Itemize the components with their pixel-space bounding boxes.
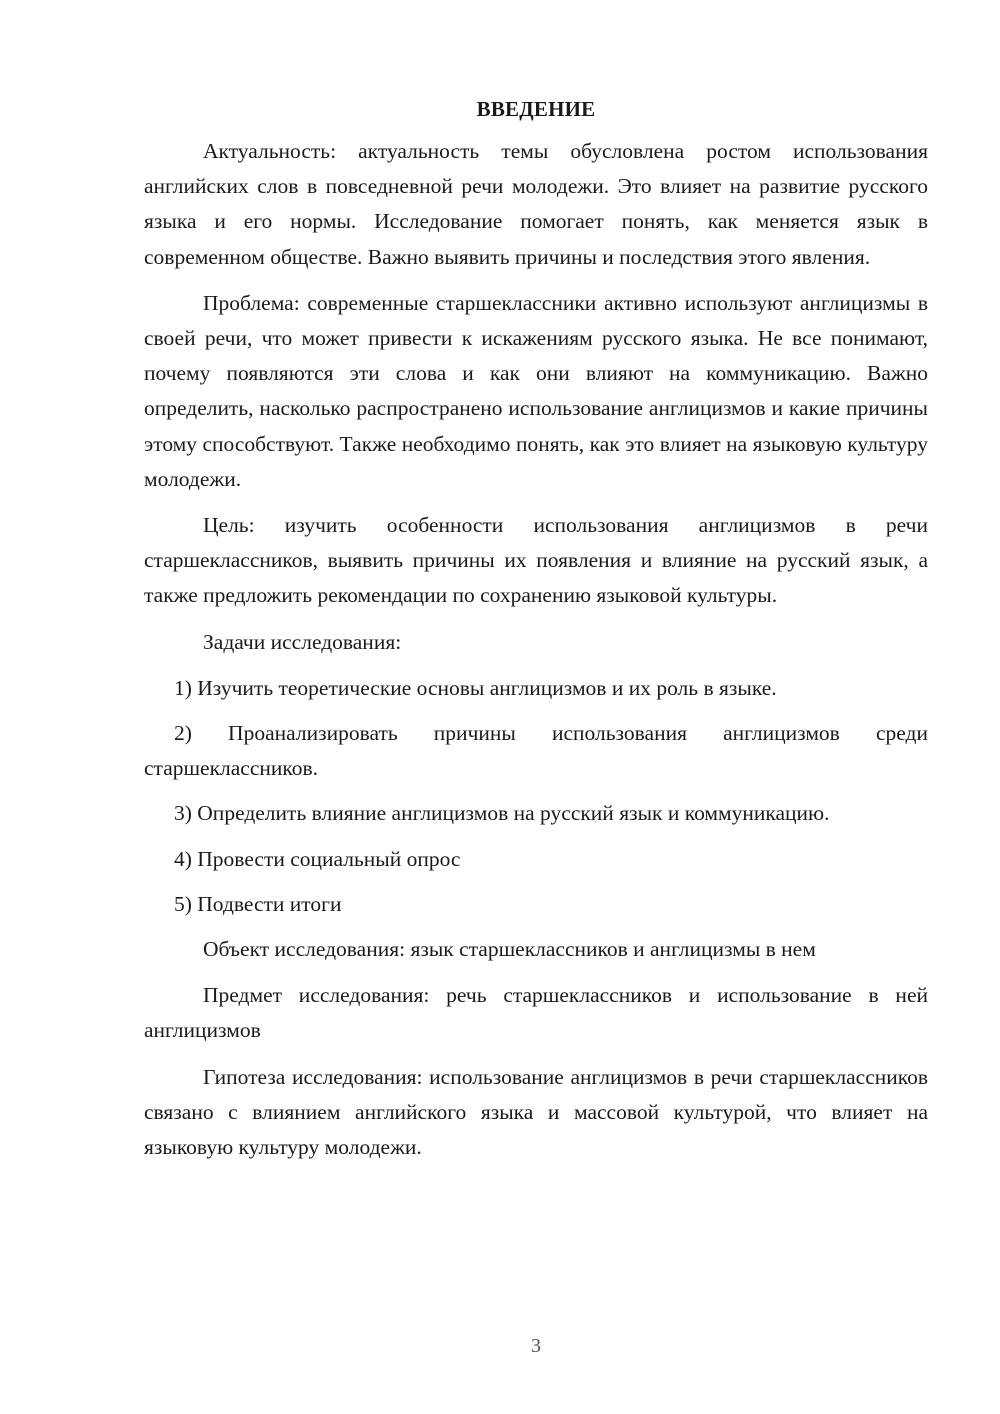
task-item: 3) Определить влияние англицизмов на русский язык и коммуникацию. [174, 801, 830, 826]
tasks-heading: Задачи исследования: [203, 629, 402, 654]
task-item: 1) Изучить теоретические основы англицизмов и их роль в языке. [174, 675, 777, 700]
hypothesis-paragraph: Гипотеза исследования: использование англицизмов в речи старшеклассников связано с влиянием английского языка и массовой культурой, что влияет на языковую культуру молодежи. [144, 1064, 928, 1160]
task-item: 4) Провести социальный опрос [174, 846, 461, 871]
task-item: 2) Проанализировать причины использования англицизмов среди старшеклассников. [144, 721, 928, 781]
page-content [144, 92, 928, 1176]
goal-paragraph: Цель: изучить особенности использования англицизмов в речи старшеклассников, выявить причины их появления и влияние на русский язык, а также предложить рекомендации по сохранению языковой культуры. [144, 513, 928, 608]
relevance-paragraph: Актуальность: актуальность темы обусловлена ростом использования английских слов в повседневной речи молодежи. Это влияет на развитие русского языка и его нормы. Исследование помогает понять, как меняется язык в современном обществе. Важно выявить причины и последствия этого явления. [144, 139, 928, 269]
task-item: 5) Подвести итоги [174, 891, 342, 916]
section-heading: ВВЕДЕНИЕ [476, 97, 596, 121]
object-paragraph: Объект исследования: язык старшеклассников и англицизмы в нем [203, 937, 816, 962]
problem-paragraph: Проблема: современные старшеклассники активно используют англицизмы в своей речи, что может привести к искажениям русского языка. Не все понимают, почему появляются эти слова и как они влияют на коммуникацию. Важно определить, насколько распространено использование англицизмов и какие причины этому способствуют. Также необходимо понять, как это влияет на языковую культуру молодежи. [144, 290, 928, 491]
page-number: 3 [531, 1335, 541, 1357]
subject-paragraph: Предмет исследования: речь старшеклассников и использование в ней англицизмов [144, 983, 928, 1043]
